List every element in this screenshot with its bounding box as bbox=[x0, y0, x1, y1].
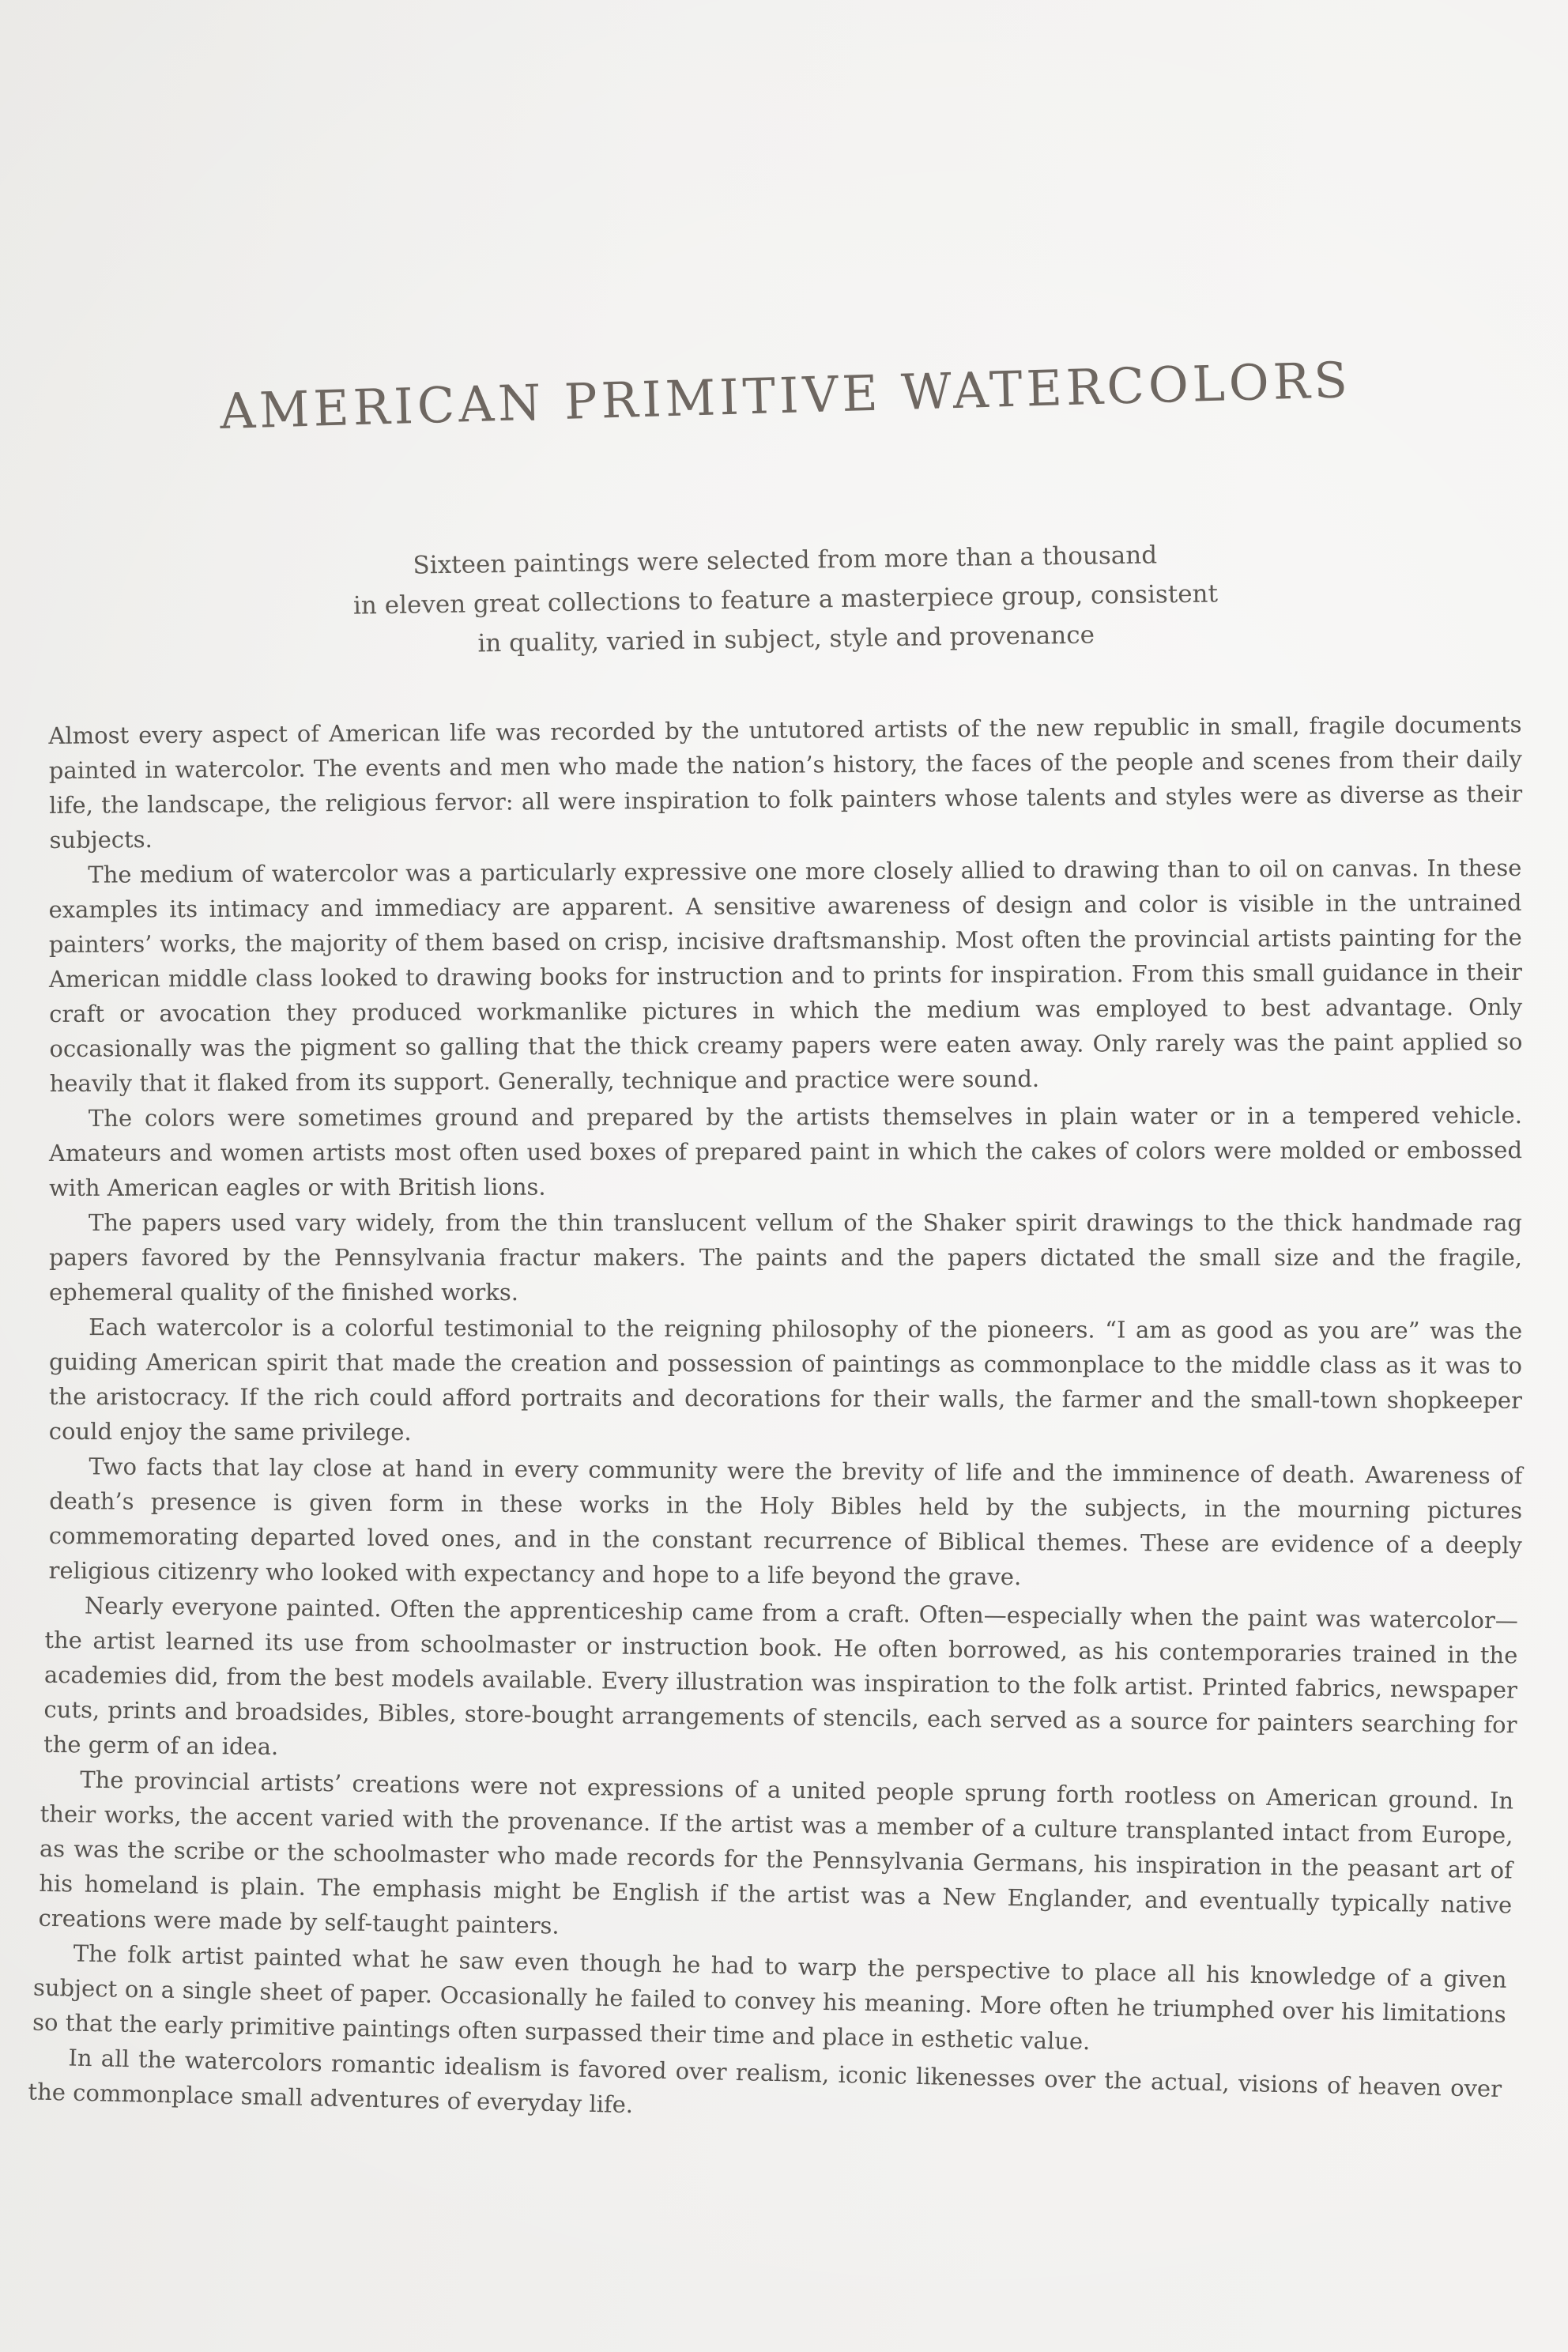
body-paragraph: The folk artist painted what he saw even though he had to warp the perspective to place all his knowledge of a given subject on a single sheet of paper. Occasionally he failed to convey his meaning. More often he triumphed over his limitations so that the early primitive paintings often surpassed their time and place in esthetic value. bbox=[32, 1939, 1507, 2056]
page-title: AMERICAN PRIMITIVE WATERCOLORS bbox=[219, 351, 1352, 440]
body-paragraph: Almost every aspect of American life was recorded by the untutored artists of the new republic in small, fragile documents painted in watercolor. The events and men who made the nation’s history, the faces of the people and scenes from their daily life, the landscape, the religious fervor: all were inspiration to folk painters whose talents and styles were as diverse as their subjects. bbox=[48, 710, 1523, 854]
body-paragraph: The medium of watercolor was a particularly expressive one more closely allied to drawing than to oil on canvas. In these examples its intimacy and immediacy are apparent. A sensitive awareness of design and color is visible in the untrained painters’ works, the majority of them based on crisp, incisive draftsmanship. Most often the provincial artists painting for the American middle class looked to drawing books for instruction and to prints for inspiration. From this small guidance in their craft or avocation they produced workmanlike pictures in which the medium was employed to best advantage. Only occasionally was the pigment so galling that the thick creamy papers were eaten away. Only rarely was the paint applied so heavily that it flaked from its support. Generally, technique and practice were sound. bbox=[48, 854, 1523, 1097]
article-body bbox=[28, 710, 1523, 2119]
body-paragraph: Each watercolor is a colorful testimonial to the reigning philosophy of the pioneers. “I am as good as you are” was the guiding American spirit that made the creation and possession of paintings as commonplace to the middle class as it was to the aristocracy. If the rich could afford portraits and decorations for their walls, the farmer and the small-town shopkeeper could enjoy the same privilege. bbox=[48, 1314, 1523, 1446]
subtitle-line: in eleven great collections to feature a masterpiece group, consistent bbox=[352, 579, 1219, 620]
body-paragraph: In all the watercolors romantic idealism is favored over realism, iconic likenesses over the actual, visions of heaven over the commonplace small adventures of everyday life. bbox=[28, 2044, 1502, 2119]
subtitle-line: in quality, varied in subject, style and provenance bbox=[477, 620, 1095, 658]
body-paragraph: The colors were sometimes ground and prepared by the artists themselves in plain water or in a tempered vehicle. Amateurs and women artists most often used boxes of prepared paint in which the cakes of colors were molded or embossed with American eagles or with British lions. bbox=[48, 1102, 1523, 1201]
page-subtitle bbox=[48, 530, 1523, 669]
subtitle-line: Sixteen paintings were selected from more than a thousand bbox=[413, 541, 1158, 580]
body-paragraph: Nearly everyone painted. Often the apprenticeship came from a craft. Often—especially when the paint was watercolor—the artist learned its use from schoolmaster or instruction book. He often borrowed, as his contemporaries trained in the academies did, from the best models available. Every illustration was inspiration to the folk artist. Printed fabrics, newspaper cuts, prints and broadsides, Bibles, store-bought arrangements of stencils, each served as a source for painters searching for the germ of an idea. bbox=[43, 1592, 1518, 1761]
body-paragraph: Two facts that lay close at hand in every community were the brevity of life and the imminence of death. Awareness of death’s presence is given form in these works in the Holy Bibles held by the subjects, in the mourning pictures commemorating departed loved ones, and in the constant recurrence of Biblical themes. These are evidence of a deeply religious citizenry who looked with expectancy and hope to a life beyond the grave. bbox=[48, 1453, 1523, 1591]
body-paragraph: The provincial artists’ creations were not expressions of a united people sprung forth rootless on American ground. In their works, the accent varied with the provenance. If the artist was a member of a culture transplanted intact from Europe, as was the scribe or the schoolmaster who made records for the Pennsylvania Germans, his inspiration in the peasant art of his homeland is plain. The emphasis might be English if the artist was a New Englander, and eventually typically native creations were made by self-taught painters. bbox=[38, 1766, 1514, 1939]
body-paragraph: The papers used vary widely, from the thin translucent vellum of the Shaker spirit drawings to the thick handmade rag papers favored by the Pennsylvania fractur makers. The paints and the papers dictated the small size and the fragile, ephemeral quality of the finished works. bbox=[49, 1209, 1522, 1306]
